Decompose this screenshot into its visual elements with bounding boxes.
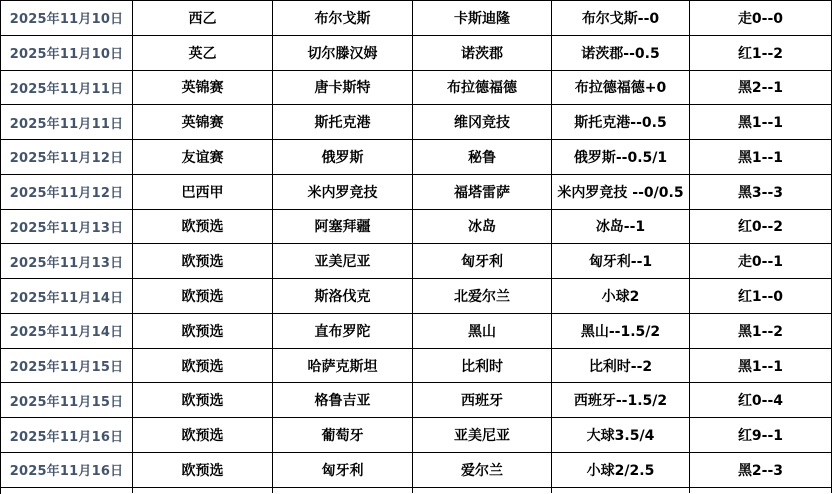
cell-result[interactable]: 红1--0: [690, 279, 832, 314]
cell-result[interactable]: 黑1--1: [690, 105, 832, 140]
cell-home-team[interactable]: 直布罗陀: [273, 314, 413, 349]
cell-result[interactable]: 红9--1: [690, 418, 832, 453]
cell-away-team[interactable]: 秘鲁: [413, 140, 552, 175]
cell-away-team[interactable]: 维冈竞技: [413, 105, 552, 140]
cell-date[interactable]: 2025年11月14日: [1, 279, 133, 314]
cell-away-team[interactable]: 北爱尔兰: [413, 279, 552, 314]
cell-home-team[interactable]: 布尔戈斯: [273, 1, 413, 36]
cell-league[interactable]: 西乙: [133, 1, 273, 36]
cell-date[interactable]: 2025年11月10日: [1, 36, 133, 71]
cell-result[interactable]: 黑1--2: [690, 314, 832, 349]
table-row: [1, 383, 832, 418]
table-row: [1, 175, 832, 210]
table-row: [1, 210, 832, 245]
cell-handicap[interactable]: 斯托克港--0.5: [552, 105, 690, 140]
cell-handicap: [552, 488, 690, 493]
cell-away-team[interactable]: 西班牙: [413, 383, 552, 418]
cell-result[interactable]: 走0--0: [690, 1, 832, 36]
cell-date[interactable]: 2025年11月10日: [1, 1, 133, 36]
cell-handicap[interactable]: 布尔戈斯--0: [552, 1, 690, 36]
cell-home-team[interactable]: 阿塞拜疆: [273, 210, 413, 245]
cell-home-team[interactable]: 斯洛伐克: [273, 279, 413, 314]
cell-handicap[interactable]: 黑山--1.5/2: [552, 314, 690, 349]
cell-league[interactable]: 巴西甲: [133, 175, 273, 210]
cell-handicap[interactable]: 小球2/2.5: [552, 453, 690, 488]
cell-result[interactable]: 红1--2: [690, 36, 832, 71]
table-row: [1, 314, 832, 349]
cell-date[interactable]: 2025年11月12日: [1, 140, 133, 175]
cell-away-team[interactable]: 亚美尼亚: [413, 418, 552, 453]
cell-date[interactable]: 2025年11月11日: [1, 71, 133, 106]
table-row: [1, 71, 832, 106]
table-row-partial: [1, 488, 832, 493]
cell-handicap[interactable]: 米内罗竞技 --0/0.5: [552, 175, 690, 210]
cell-date[interactable]: 2025年11月15日: [1, 349, 133, 384]
cell-date[interactable]: 2025年11月16日: [1, 418, 133, 453]
cell-league[interactable]: 欧预选: [133, 418, 273, 453]
cell-home-team[interactable]: 哈萨克斯坦: [273, 349, 413, 384]
cell-league[interactable]: 友谊赛: [133, 140, 273, 175]
cell-away-team: [413, 488, 552, 493]
cell-handicap[interactable]: 冰岛--1: [552, 210, 690, 245]
cell-away-team[interactable]: 匈牙利: [413, 244, 552, 279]
cell-result[interactable]: 红0--2: [690, 210, 832, 245]
cell-league[interactable]: 欧预选: [133, 279, 273, 314]
cell-home-team[interactable]: 米内罗竞技: [273, 175, 413, 210]
cell-home-team[interactable]: 亚美尼亚: [273, 244, 413, 279]
table-row: [1, 36, 832, 71]
cell-handicap[interactable]: 俄罗斯--0.5/1: [552, 140, 690, 175]
cell-home-team[interactable]: 葡萄牙: [273, 418, 413, 453]
table-row: [1, 418, 832, 453]
cell-home-team[interactable]: 俄罗斯: [273, 140, 413, 175]
table-row: [1, 105, 832, 140]
cell-away-team[interactable]: 比利时: [413, 349, 552, 384]
cell-date[interactable]: 2025年11月16日: [1, 453, 133, 488]
cell-league[interactable]: 欧预选: [133, 244, 273, 279]
cell-league[interactable]: 欧预选: [133, 453, 273, 488]
cell-league[interactable]: 欧预选: [133, 210, 273, 245]
cell-league[interactable]: 英锦赛: [133, 71, 273, 106]
cell-handicap[interactable]: 比利时--2: [552, 349, 690, 384]
table-row: [1, 244, 832, 279]
cell-result[interactable]: 黑2--1: [690, 71, 832, 106]
cell-date[interactable]: 2025年11月15日: [1, 383, 133, 418]
cell-away-team[interactable]: 福塔雷萨: [413, 175, 552, 210]
cell-date[interactable]: 2025年11月13日: [1, 244, 133, 279]
cell-date[interactable]: 2025年11月12日: [1, 175, 133, 210]
cell-result[interactable]: 黑3--3: [690, 175, 832, 210]
cell-date[interactable]: 2025年11月14日: [1, 314, 133, 349]
cell-result[interactable]: 红0--4: [690, 383, 832, 418]
selected-cell[interactable]: 黑2--3: [690, 453, 832, 488]
cell-away-team[interactable]: 爱尔兰: [413, 453, 552, 488]
cell-home-team[interactable]: 格鲁吉亚: [273, 383, 413, 418]
table-row: [1, 349, 832, 384]
cell-home-team[interactable]: 斯托克港: [273, 105, 413, 140]
cell-league[interactable]: 英乙: [133, 36, 273, 71]
cell-league[interactable]: 英锦赛: [133, 105, 273, 140]
cell-away-team[interactable]: 黑山: [413, 314, 552, 349]
table-row: [1, 140, 832, 175]
cell-date[interactable]: 2025年11月11日: [1, 105, 133, 140]
cell-away-team[interactable]: 卡斯迪隆: [413, 1, 552, 36]
cell-handicap[interactable]: 布拉德福德+0: [552, 71, 690, 106]
cell-handicap[interactable]: 诺茨郡--0.5: [552, 36, 690, 71]
table-row: [1, 1, 832, 36]
cell-league[interactable]: 欧预选: [133, 383, 273, 418]
cell-home-team: [273, 488, 413, 493]
cell-date: [1, 488, 133, 493]
cell-league[interactable]: 欧预选: [133, 314, 273, 349]
cell-home-team[interactable]: 唐卡斯特: [273, 71, 413, 106]
cell-away-team[interactable]: 诺茨郡: [413, 36, 552, 71]
cell-result: [690, 488, 832, 493]
cell-result[interactable]: 黑1--1: [690, 349, 832, 384]
cell-away-team[interactable]: 布拉德福德: [413, 71, 552, 106]
table-row: [1, 279, 832, 314]
cell-result[interactable]: 黑1--1: [690, 140, 832, 175]
table-row: [1, 453, 832, 488]
cell-handicap[interactable]: 西班牙--1.5/2: [552, 383, 690, 418]
cell-result[interactable]: 走0--1: [690, 244, 832, 279]
cell-away-team[interactable]: 冰岛: [413, 210, 552, 245]
cell-home-team[interactable]: 匈牙利: [273, 453, 413, 488]
cell-date[interactable]: 2025年11月13日: [1, 210, 133, 245]
cell-league: [133, 488, 273, 493]
cell-league[interactable]: 欧预选: [133, 349, 273, 384]
cell-handicap[interactable]: 大球3.5/4: [552, 418, 690, 453]
cell-handicap[interactable]: 匈牙利--1: [552, 244, 690, 279]
cell-handicap[interactable]: 小球2: [552, 279, 690, 314]
cell-home-team[interactable]: 切尔滕汉姆: [273, 36, 413, 71]
